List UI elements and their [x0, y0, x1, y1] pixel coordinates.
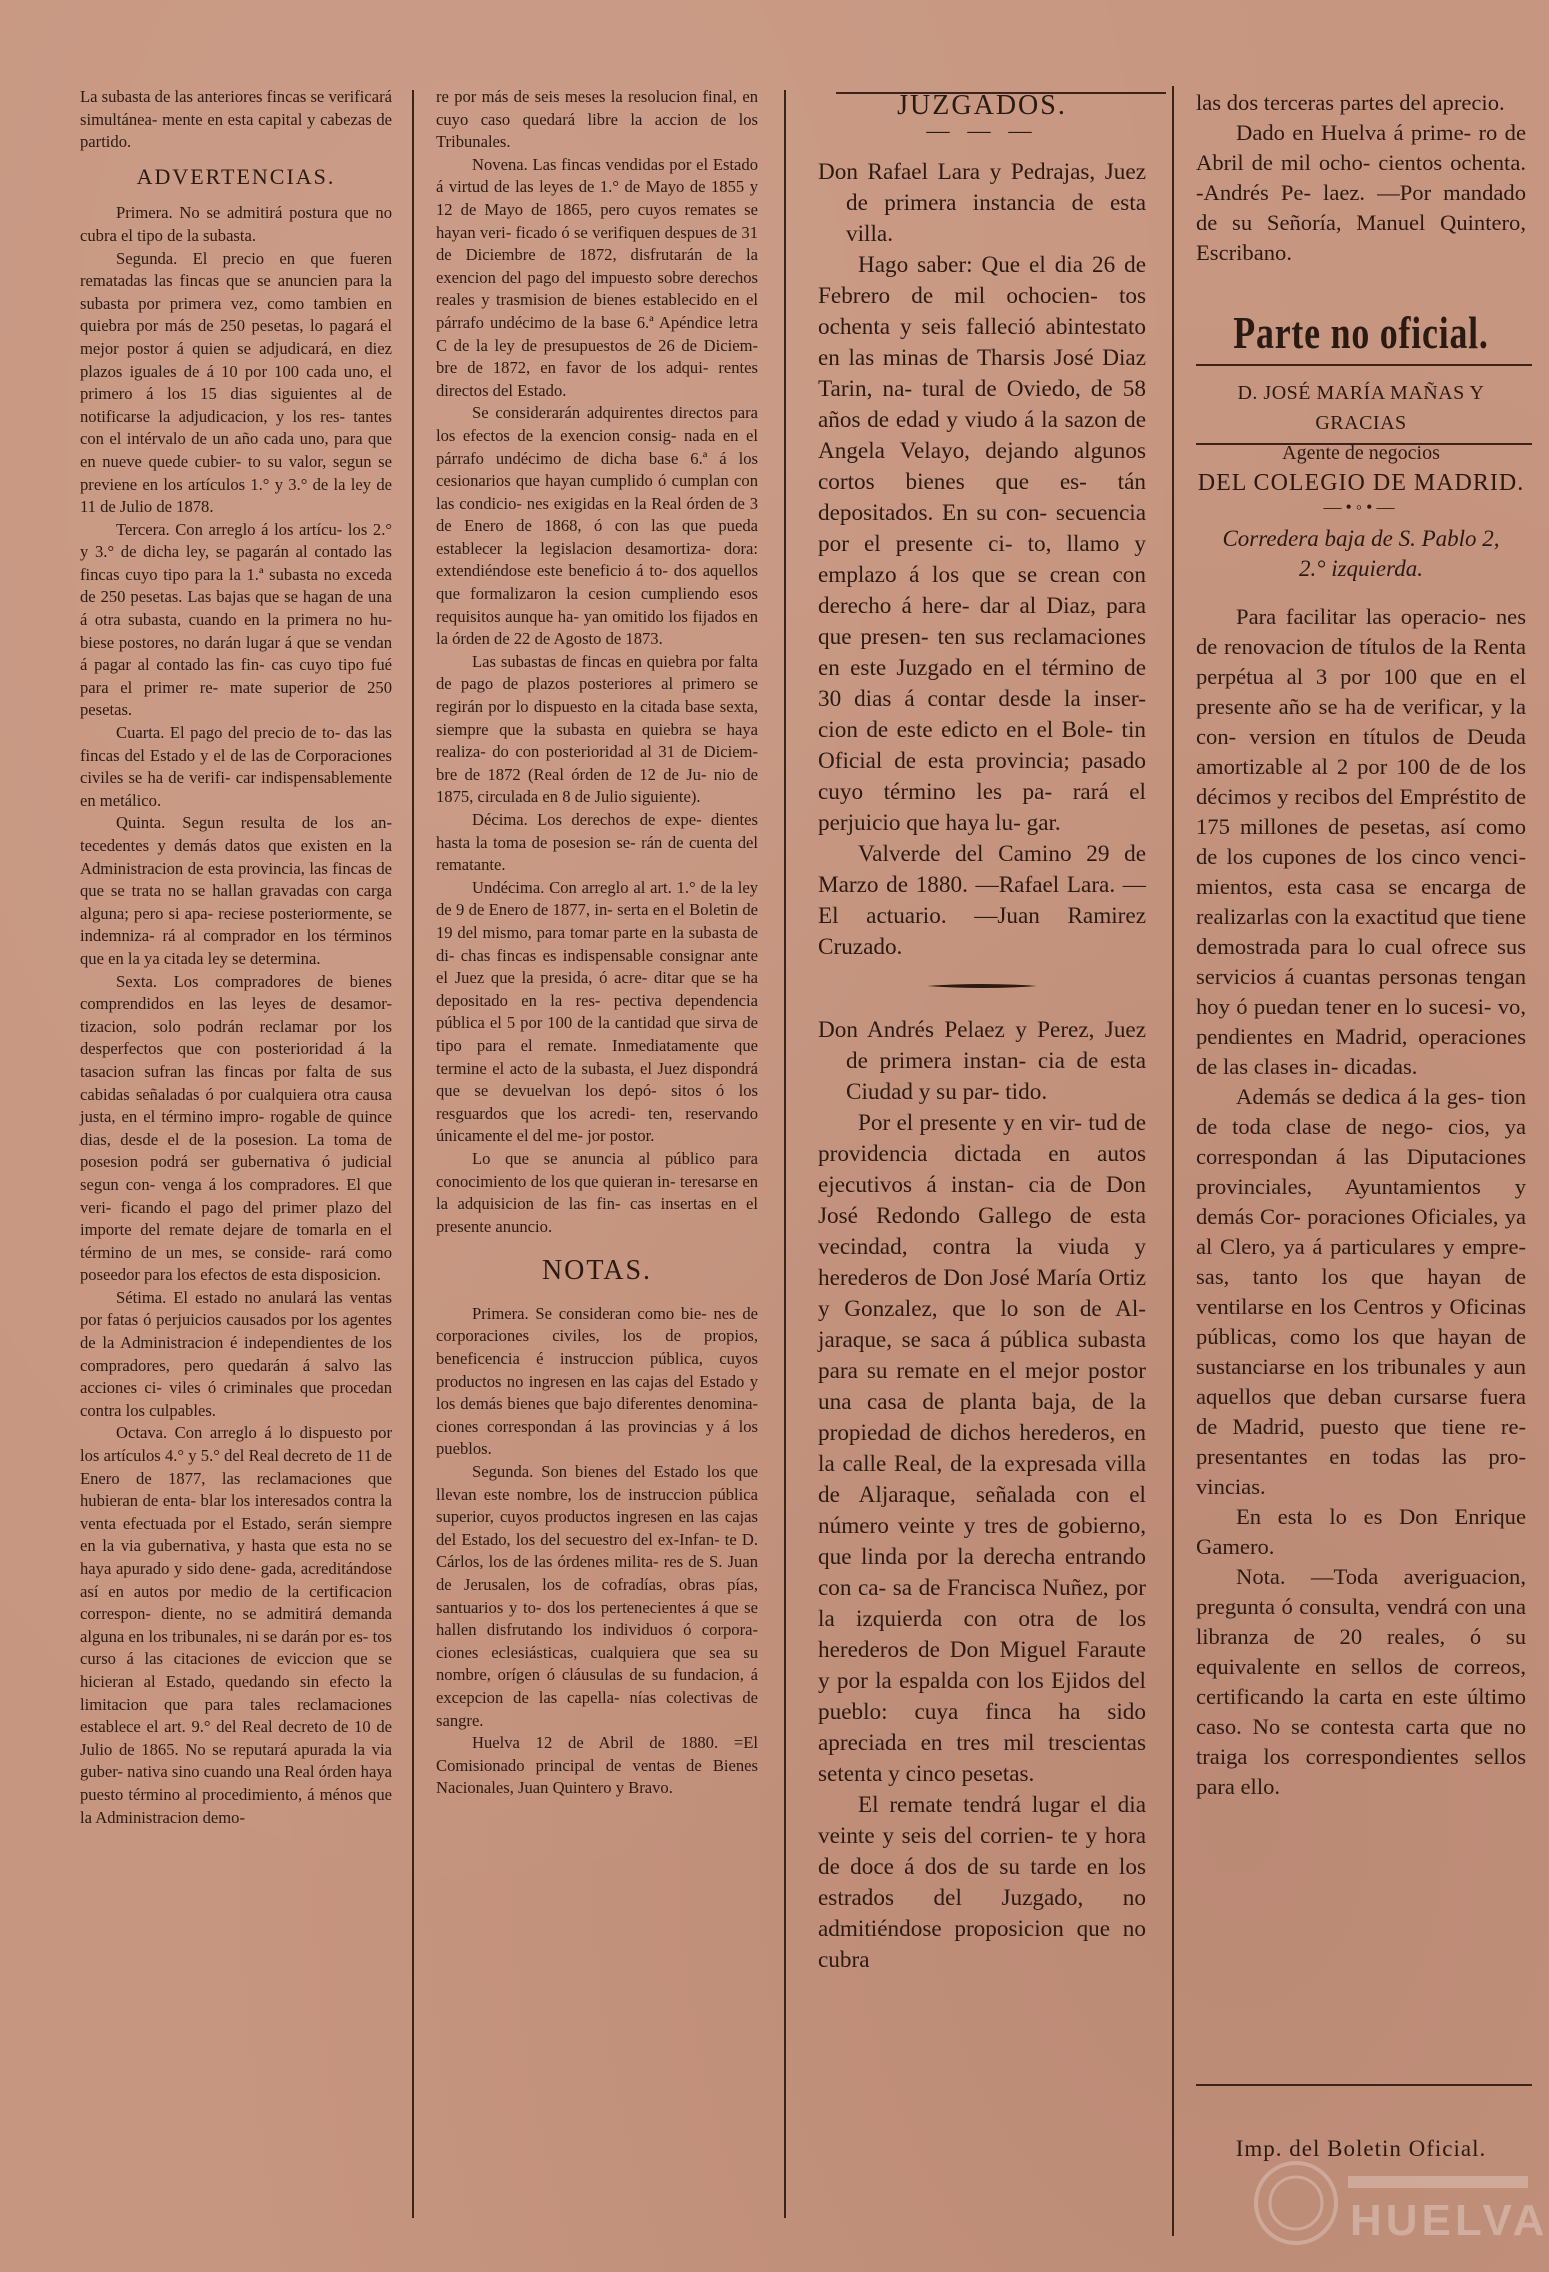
juzgados-heading: JUZGADOS.: [897, 90, 1067, 121]
address-line: 2.° izquierda.: [1299, 556, 1423, 581]
paragraph: Sexta. Los compradores de bienes comprendidos en las leyes de desamor- tizacion, solo podrán reclamar por los desperfectos que con posterioridad á la tasacion sufran las fincas por falta de sus cabidas señaladas ó por cualquiera otra causa justa, en el término impro- rogable de quince dias, desde el de la posesion. La toma de posesion podrá ser gubernativa ó judicial segun con- venga á los compradores. El que veri- ficando el pago del primer plazo del importe del remate dejare de tomarla en el término de un mes, se conside- rará como poseedor para los efectos de esta disposicion.: [80, 971, 392, 1285]
paragraph: Primera. Se consideran como bie- nes de corporaciones civiles, los de propios, beneficencia é instruccion pública, cuyos productos no ingresen en las cajas del Estado y los demás bienes que bajo diferentes denomina- ciones correspondan á las provincias y á los pueblos.: [436, 1303, 758, 1459]
paragraph: Segunda. Son bienes del Estado los que llevan este nombre, los de instruccion pública superior, cuyos productos ingresen en las cajas del Estado, los del secuestro del ex-Infan- te D. Cárlos, los de las órdenes milita- res de S. Juan de Jerusalen, los de cofradías, obras pías, santuarios y to- dos los pertenecientes á que se hallen disfrutando los individuos ó corpora- ciones eclesiásticas, cualquiera que sea su nombre, orígen ó cláusulas de su fundacion, á excepcion de las capella- nías colectivas de sangre.: [436, 1462, 758, 1730]
ornament-divider: [927, 983, 1037, 989]
section-rule: [1196, 2084, 1532, 2086]
paragraph: Quinta. Segun resulta de los an- tecedentes y demás datos que existen en la Administracion de esta provincia, las fincas de que se trata no se hallan gravadas con carga alguna; pero si apa- reciese posteriormente, se indemniza- rá al comprador en los términos que en la ya citada ley se determina.: [80, 813, 392, 968]
column-2: [436, 86, 758, 1800]
paragraph: Dado en Huelva á prime- ro de Abril de mil ocho- cientos ochenta. -Andrés Pe- laez. —Por mandado de su Señoría, Manuel Quintero, Escribano.: [1196, 120, 1526, 265]
edict-header: Don Andrés Pelaez y Perez, Juez de primera instan- cia de esta Ciudad y su par- tido.: [818, 1017, 1146, 1105]
signature-paragraph: Huelva 12 de Abril de 1880. =El Comisionado principal de ventas de Bienes Nacionales, Juan Quintero y Bravo.: [436, 1733, 758, 1798]
paragraph: Sétima. El estado no anulará las ventas por fatas ó perjuicios causados por los agentes de la Administracion é independientes de los compradores, pero quedarán á salvo las acciones ci- viles ó criminales que procedan contra los culpables.: [80, 1287, 392, 1420]
paragraph: Tercera. Con arreglo á los artícu- los 2.° y 3.° de dicha ley, se pagarán al contado las fincas cuyo tipo para la 1.ª subasta no exceda de 250 pesetas. Las bajas que se hagan de una á otra subasta, cuando en la primera no hu- biese postores, no darán lugar á que se vendan á pagar al contado las fin- cas cuyo tipo fué para el primer re- mate superior de 250 pesetas.: [80, 519, 392, 720]
agent-title: Agente de negocios: [1282, 442, 1440, 464]
column-1: [80, 86, 392, 1829]
paragraph: Décima. Los derechos de expe- dientes hasta la toma de posesion se- rán de cuenta del rematante.: [436, 810, 758, 875]
paragraph: Hago saber: Que el dia 26 de Febrero de mil ochocien- tos ochenta y seis falleció abintestato en las minas de Tharsis José Diaz Tarin, na- tural de Oviedo, de 58 años de edad y viudo á la sazon de Angela Velayo, dejando algunos cortos bienes que es- tán depositados. En su con- secuencia por el presente ci- to, llamo y emplazo á los que se crean con derecho á here- dar al Diaz, para que presen- ten sus reclamaciones en este Juzgado en el término de 30 dias á contar desde la inser- cion de este edicto en el Bole- tin Oficial de esta provincia; pasado cuyo término les pa- rará el perjuicio que haya lu- gar.: [818, 252, 1146, 836]
address-line: Corredera baja de S. Pablo 2,: [1222, 526, 1500, 551]
heading-dash: — — —: [926, 118, 1038, 144]
paragraph: Además se dedica á la ges- tion de toda clase de nego- cios, ya correspondan á las Diputaciones provinciales, Ayuntamientos y demás Cor- poraciones Oficiales, ya al Clero, ya á particulares y empre- sas, tanto los que hayan de ventilarse en los Centros y Oficinas públicas, como los que hayan de sustanciarse en los tribunales y aun aquellos que deban cursarse fuera de Madrid, puesto que tiene re- presentantes en todas las pro- vincias.: [1196, 1084, 1526, 1499]
paragraph: Octava. Con arreglo á lo dispuesto por los artículos 4.° y 5.° del Real decreto de 11 de Enero de 1877, las reclamaciones que hubieran de enta- blar los interesados contra la venta efectuada por el Estado, serán siempre en la via gubernativa, y hasta que esta no se haya apurado y sido dene- gada, acreditándose así en autos por medio de la certificacion correspon- diente, no se admitirá demanda alguna en los tribunales, ni se darán por es- tos curso á las citaciones de eviccion que se hicieran al Estado, quedando sin efecto la limitacion que para tales reclamaciones establece el art. 9.° del Real decreto de 10 de Julio de 1865. No se reputará apurada la via guber- nativa sino cuando una Real órden haya puesto término al procedimiento, á ménos que la Administracion demo-: [80, 1423, 392, 1827]
notas-heading: NOTAS.: [541, 1255, 653, 1287]
paragraph: Lo que se anuncia al público para conocimiento de los que quieran in- teresarse en la adquisicion de las fin- cas insertas en el presente anuncio.: [436, 1148, 758, 1236]
colegio-line: DEL COLEGIO DE MADRID.: [1197, 470, 1525, 496]
paragraph: Nota. —Toda averiguacion, pregunta ó consulta, vendrá con una libranza de 20 reales, ó su equivalente en sellos de correos, certificando la carta en este último caso. No se contesta carta que no traiga los correspondientes sellos para ello.: [1196, 1564, 1526, 1799]
paragraph: Las subastas de fincas en quiebra por falta de pago de plazos posteriores al primero se regirán por lo dispuesto en la citada base sexta, siempre que la subasta en quiebra se haya realiza- do con posterioridad al 31 de Diciem- bre de 1872 (Real órden de 12 de Ju- nio de 1875, circulada en 8 de Julio siguiente).: [436, 651, 758, 807]
paragraph: Por el presente y en vir- tud de providencia dictada en autos ejecutivos á instan- cia de Don José Redondo Gallego de esta vecindad, contra la viuda y herederos de Don José María Ortiz y Gonzalez, que lo son de Al- jaraque, se saca á pública subasta para su remate en el mejor postor una casa de planta baja, de la propiedad de dichos herederos, en la calle Real, de la expresada villa de Aljaraque, señalada con el número veinte y tres de gobierno, que linda por la derecha entrando con ca- sa de Francisca Nuñez, por la izquierda con otra de los herederos de Don Miguel Faraute y por la espalda con los Ejidos del pueblo: cuya finca ha sido apreciada en tres mil trescientas setenta y cinco pesetas.: [818, 1110, 1146, 1787]
column-rule: [784, 90, 786, 2218]
paragraph: Undécima. Con arreglo al art. 1.° de la ley de 9 de Enero de 1877, in- serta en el Boletin de 19 del mismo, para tomar parte en la subasta de di- chas fincas es indispensable consignar ante el Juez que la presida, ó acre- ditar que se ha depositado en la res- pectiva dependencia pública el 5 por 100 de la cantidad que sirva de tipo para el remate. Inmediatamente que termine el acto de la subasta, el Juez dispondrá que se devuelvan los depó- sitos ó los resguardos que los acredi- ten, reservando únicamente el del me- jor postor.: [436, 877, 758, 1146]
printer-imprint: Imp. del Boletin Oficial.: [1235, 2136, 1487, 2161]
paragraph: re por más de seis meses la resolucion final, en cuyo caso quedará libre la accion de los Tribunales.: [436, 87, 758, 152]
small-divider: —•◦•—: [1323, 497, 1399, 517]
paragraph: Segunda. El precio en que fueren rematadas las fincas que se anuncien para la subasta por primera vez, como tambien en quiebra por más de 250 pesetas, lo pagará el mejor postor á quien se adjudicará, en diez plazos iguales de á 10 por 100 cada uno, el primero á los 15 dias siguientes al de notificarse la adjudicacion, y los res- tantes con el intérvalo de un año cada uno, para que en nueve quede cubier- to su valor, segun se previene en los artículos 1.° y 3.° de la ley de 11 de Julio de 1878.: [80, 248, 392, 517]
archive-seal-text: HUELVA: [1350, 2196, 1549, 2245]
paragraph: Cuarta. El pago del precio de to- das las fincas del Estado y el de las de Corporaciones civiles se ha de verifi- car indispensablemente en metálico.: [80, 723, 392, 810]
column-3: [818, 86, 1146, 1976]
signature-paragraph: Valverde del Camino 29 de Marzo de 1880. —Rafael Lara. —El actuario. —Juan Ramirez Cruzado.: [818, 841, 1146, 960]
paragraph: En esta lo es Don Enrique Gamero.: [1196, 1504, 1526, 1559]
parte-no-oficial-heading: Parte no oficial.: [1233, 307, 1489, 358]
paragraph: las dos terceras partes del aprecio.: [1196, 90, 1505, 115]
column-rule: [412, 90, 414, 2218]
edict-header: Don Rafael Lara y Pedrajas, Juez de primera instancia de esta villa.: [818, 159, 1146, 247]
paragraph: El remate tendrá lugar el dia veinte y seis del corrien- te y hora de doce á dos de su tarde en los estrados del Juzgado, no admitiéndose proposicion que no cubra: [818, 1792, 1146, 1973]
intro-paragraph: La subasta de las anteriores fincas se verificará simultánea- mente en esta capital y cabezas de partido.: [80, 87, 392, 152]
paragraph: Se considerarán adquirentes directos para los efectos de la exencion consig- nada en el párrafo undécimo de dicha base 6.ª á los cesionarios que hayan cumplido ó cumplan con las condicio- nes exigidas en la Real órden de 3 de Enero de 1868, ó con las que pueda establecer la legislacion desamortiza- dora: extendiéndose este beneficio á to- dos aquellos que formalizaron la cesion cumpliendo esos requisitos aunque ha- yan omitido los fijados en la órden de 22 de Agosto de 1873.: [436, 403, 758, 649]
paragraph: Para facilitar las operacio- nes de renovacion de títulos de la Renta perpétua al 3 por 100 que en el presente año se ha de verificar, y la con- version en títulos de Deuda amortizable al 2 por 100 de de los décimos y recibos del Empréstito de 175 millones de pesetas, así como de los cupones de los cinco venci- mientos, esta casa se encarga de realizarlas con la exactitud que tiene demostrada para lo cual ofrece sus servicios á cuantas personas tengan hoy ó puedan tener en lo sucesi- vo, pendientes en Madrid, operaciones de las clases in- dicadas.: [1196, 604, 1526, 1079]
advertencias-heading: ADVERTENCIAS.: [136, 163, 336, 189]
agent-name: D. JOSÉ MARÍA MAÑAS Y GRACIAS: [1237, 382, 1485, 434]
paragraph: Primera. No se admitirá postura que no cubra el tipo de la subasta.: [80, 203, 392, 245]
paragraph: Novena. Las fincas vendidas por el Estado á virtud de las leyes de 1.° de Mayo de 1855 y 12 de Mayo de 1865, pero cuyos remates se hayan veri- ficado ó se verifiquen despues de 31 de Diciembre de 1872, disfrutarán de la exencion del pago del impuesto sobre derechos reales y trasmision de bienes establecido en el párrafo undécimo de la base 6.ª Apéndice letra C de la ley de presupuestos de 26 de Diciem- bre de 1872, en favor de los adqui- rentes directos del Estado.: [436, 154, 758, 400]
column-4: [1196, 88, 1526, 1802]
column-rule: [1172, 86, 1174, 2236]
